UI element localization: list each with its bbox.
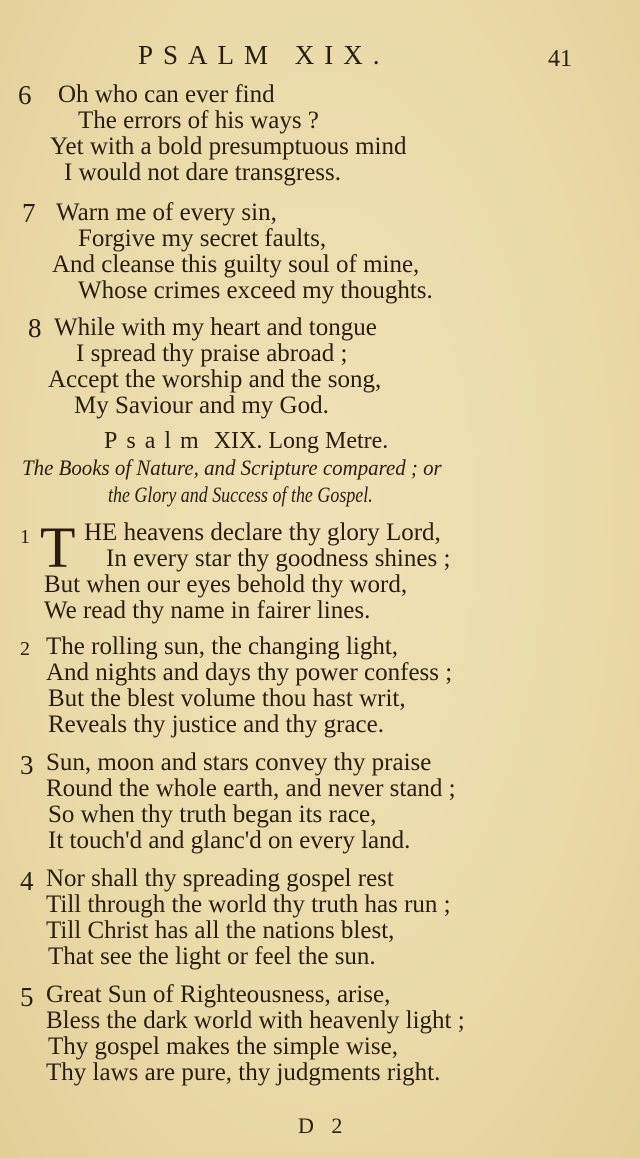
- verse-line: Thy gospel makes the simple wise,: [48, 1033, 398, 1060]
- running-head: [0, 40, 640, 80]
- verse-line: Thy laws are pure, thy judgments right.: [46, 1059, 441, 1086]
- verse-line: And cleanse this guilty soul of mine,: [52, 251, 420, 278]
- signature-mark: D 2: [298, 1113, 349, 1138]
- verse-line: Great Sun of Righteousness, arise,: [46, 981, 391, 1008]
- verse-line: Round the whole earth, and never stand ;: [46, 775, 456, 802]
- verse-line: But when our eyes behold thy word,: [44, 571, 408, 598]
- verse-number: 6: [18, 80, 32, 110]
- heading-metre: Long Metre.: [268, 428, 389, 454]
- verse-line: While with my heart and tongue: [54, 314, 377, 341]
- verse-line: My Saviour and my God.: [74, 392, 329, 419]
- verse-number: 5: [20, 982, 34, 1012]
- verse-line: The rolling sun, the changing light,: [46, 633, 399, 660]
- verse-number: 7: [22, 198, 36, 228]
- verse-number: 3: [20, 750, 34, 780]
- verse-line: Yet with a bold presumptuous mind: [50, 133, 407, 160]
- verse-line: The errors of his ways ?: [78, 107, 319, 134]
- verse-line: Reveals thy justice and thy grace.: [48, 711, 384, 738]
- verse-line: Nor shall thy spreading gospel rest: [46, 865, 394, 892]
- verse-line: Sun, moon and stars convey thy praise: [46, 749, 432, 776]
- verse-line: Whose crimes exceed my thoughts.: [78, 277, 433, 304]
- verse-line: Accept the worship and the song,: [48, 366, 382, 393]
- verse-line: I spread thy praise abroad ;: [76, 340, 348, 367]
- verse-number: 1: [20, 526, 30, 548]
- heading-title: Psalm: [104, 428, 208, 454]
- verse-line: And nights and days thy power confess ;: [46, 659, 453, 686]
- verse-line: HE heavens declare thy glory Lord,: [84, 519, 441, 546]
- verse-line: We read thy name in fairer lines.: [44, 597, 371, 624]
- psalm-heading: [104, 428, 388, 455]
- verse-line: Oh who can ever find: [58, 81, 275, 108]
- verse-line: Forgive my secret faults,: [78, 225, 327, 252]
- verse-number: 2: [20, 638, 30, 660]
- verse-line: Bless the dark world with heavenly light ;: [46, 1007, 465, 1034]
- verse-line: It touch'd and glanc'd on every land.: [48, 827, 411, 854]
- heading-numeral: XIX.: [213, 428, 263, 454]
- verse-line: In every star thy goodness shines ;: [106, 545, 451, 572]
- page-number: 41: [548, 46, 572, 72]
- running-head-title: PSALM XIX.: [138, 40, 390, 70]
- verse-number: 4: [20, 866, 34, 896]
- verse-line: Till through the world thy truth has run ;: [46, 891, 451, 918]
- subtitle-line-1: The Books of Nature, and Scripture compared ; or: [22, 455, 442, 480]
- verse-line: Warn me of every sin,: [56, 199, 277, 226]
- verse-number: 8: [28, 313, 42, 343]
- verse-line: Till Christ has all the nations blest,: [46, 917, 395, 944]
- verse-line: I would not dare transgress.: [64, 159, 342, 186]
- verse-line: So when thy truth began its race,: [48, 801, 377, 828]
- drop-cap: T: [40, 515, 76, 580]
- verse-line: That see the light or feel the sun.: [48, 943, 376, 970]
- verse-line: But the blest volume thou hast writ,: [48, 685, 406, 712]
- subtitle-line-2: the Glory and Success of the Gospel.: [108, 482, 373, 507]
